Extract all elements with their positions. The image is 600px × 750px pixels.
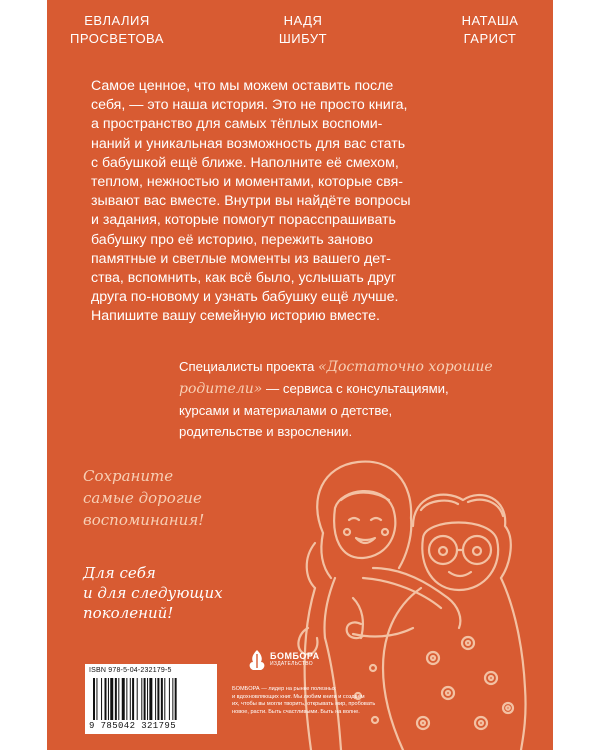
callout-keep-memories: Сохраните самые дорогие воспоминания! (83, 467, 205, 529)
project-name: «Достаточно хорошие (318, 359, 493, 375)
isbn-label: ISBN 978-5-04-232179-5 (89, 667, 172, 674)
publisher-logo-icon (247, 648, 267, 672)
experts-note: Специалисты проекта «Достаточно хорошие родители» — сервиса с консультациями, курсами и материалами о детстве, родительстве и взрослении. (179, 359, 493, 439)
barcode-area (85, 664, 217, 734)
author-2: НАДЯ ШИБУТ (278, 13, 328, 46)
callout-generations: Для себя и для следующих поколений! (83, 564, 223, 622)
publisher-sub: ИЗДАТЕЛЬСТВО (270, 661, 313, 667)
barcode-number: 9 785042 321795 (89, 721, 177, 731)
authors-row (47, 12, 553, 62)
author-1: ЕВЛАЛИЯ ПРОСВЕТОВА (70, 13, 164, 46)
barcode (93, 678, 211, 720)
author-3: НАТАША ГАРИСТ (461, 13, 519, 46)
project-name-cont: родители» (179, 381, 263, 397)
publisher-name: БОМБОРА (270, 651, 320, 661)
description-text: Самое ценное, что мы можем оставить после себя, — это наша история. Это не просто книга, а пространство для самых тёплых воспоми- наний и уникальная возможность для вас стать с бабушкой ещё ближе. Наполните её смехом, теплом, нежностью и моментами, которые свя- зывают вас вместе. Внутри вы найдёте вопросы и задания, которые помогут порасспрашивать бабушку про её историю, пережить заново памятные и светлые моменты из вашего дет- ства, вспомнить, как всё было, услышать друг друга по-новому и узнать бабушку ещё лучше. Напишите вашу семейную историю вместе. (91, 78, 411, 325)
publisher-description: БОМБОРА — лидер на рынке полезных и вдохновляющих книг. Мы любим книги и создаем их, чтобы вы могли творить, открывать мир, пробовать новое, расти. Быть счастливыми. Быть на волне. (232, 686, 376, 716)
back-cover (47, 0, 553, 750)
